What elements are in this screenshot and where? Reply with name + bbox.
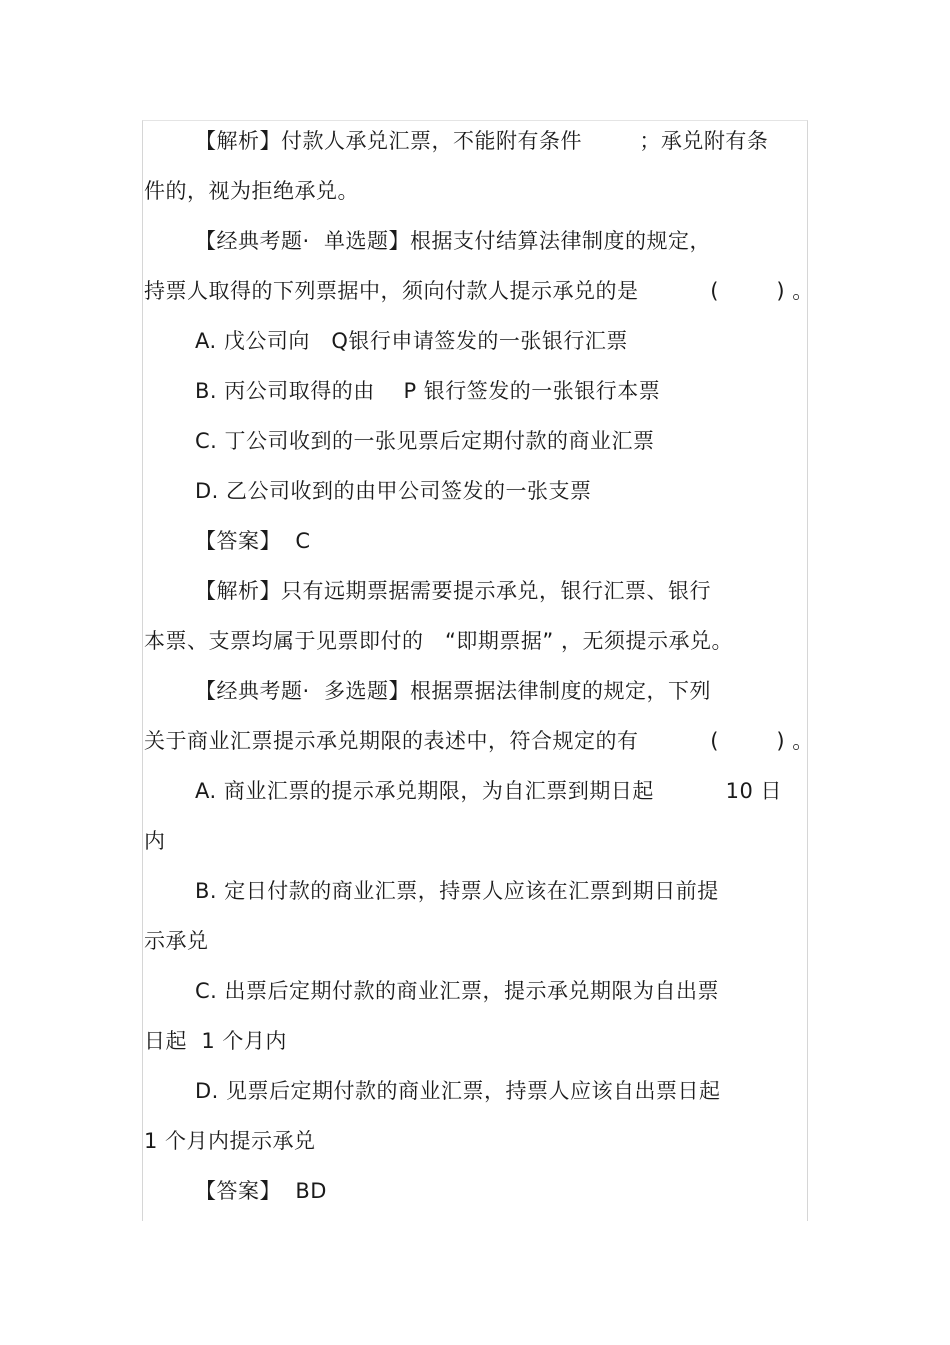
text-line: 内 <box>144 829 166 853</box>
text-line: D. 乙公司收到的由甲公司签发的一张支票 <box>195 479 592 503</box>
text-line: 【答案】 C <box>195 529 311 553</box>
text-line: A. 戊公司向 Q银行申请签发的一张银行汇票 <box>195 329 628 353</box>
text-line: D. 见票后定期付款的商业汇票，持票人应该自出票日起 <box>195 1079 721 1103</box>
text-line: 【经典考题· 单选题】根据支付结算法律制度的规定， <box>195 229 712 253</box>
text-line: C. 出票后定期付款的商业汇票，提示承兑期限为自出票 <box>195 979 720 1003</box>
text-line: 1 个月内提示承兑 <box>144 1129 316 1153</box>
text-line: B. 定日付款的商业汇票，持票人应该在汇票到期日前提 <box>195 879 719 903</box>
text-line: 日起 1 个月内 <box>144 1029 287 1053</box>
text-line: 【答案】 BD <box>195 1179 327 1203</box>
text-line: 【解析】只有远期票据需要提示承兑，银行汇票、银行 <box>195 579 711 603</box>
text-line: 示承兑 <box>144 929 209 953</box>
text-line: 【经典考题· 多选题】根据票据法律制度的规定，下列 <box>195 679 712 703</box>
text-line: A. 商业汇票的提示承兑期限，为自汇票到期日起 10 日 <box>195 779 782 803</box>
text-line: 持票人取得的下列票据中，须向付款人提示承兑的是 ( ) 。 <box>144 279 814 303</box>
text-line: C. 丁公司收到的一张见票后定期付款的商业汇票 <box>195 429 655 453</box>
text-line: B. 丙公司取得的由 P 银行签发的一张银行本票 <box>195 379 661 403</box>
text-line: 关于商业汇票提示承兑期限的表述中，符合规定的有 ( ) 。 <box>144 729 814 753</box>
text-line: 本票、支票均属于见票即付的 “即期票据” ，无须提示承兑。 <box>144 629 733 653</box>
text-line: 【解析】付款人承兑汇票，不能附有条件 ；承兑附有条 <box>195 129 769 153</box>
text-line: 件的，视为拒绝承兑。 <box>144 179 359 203</box>
